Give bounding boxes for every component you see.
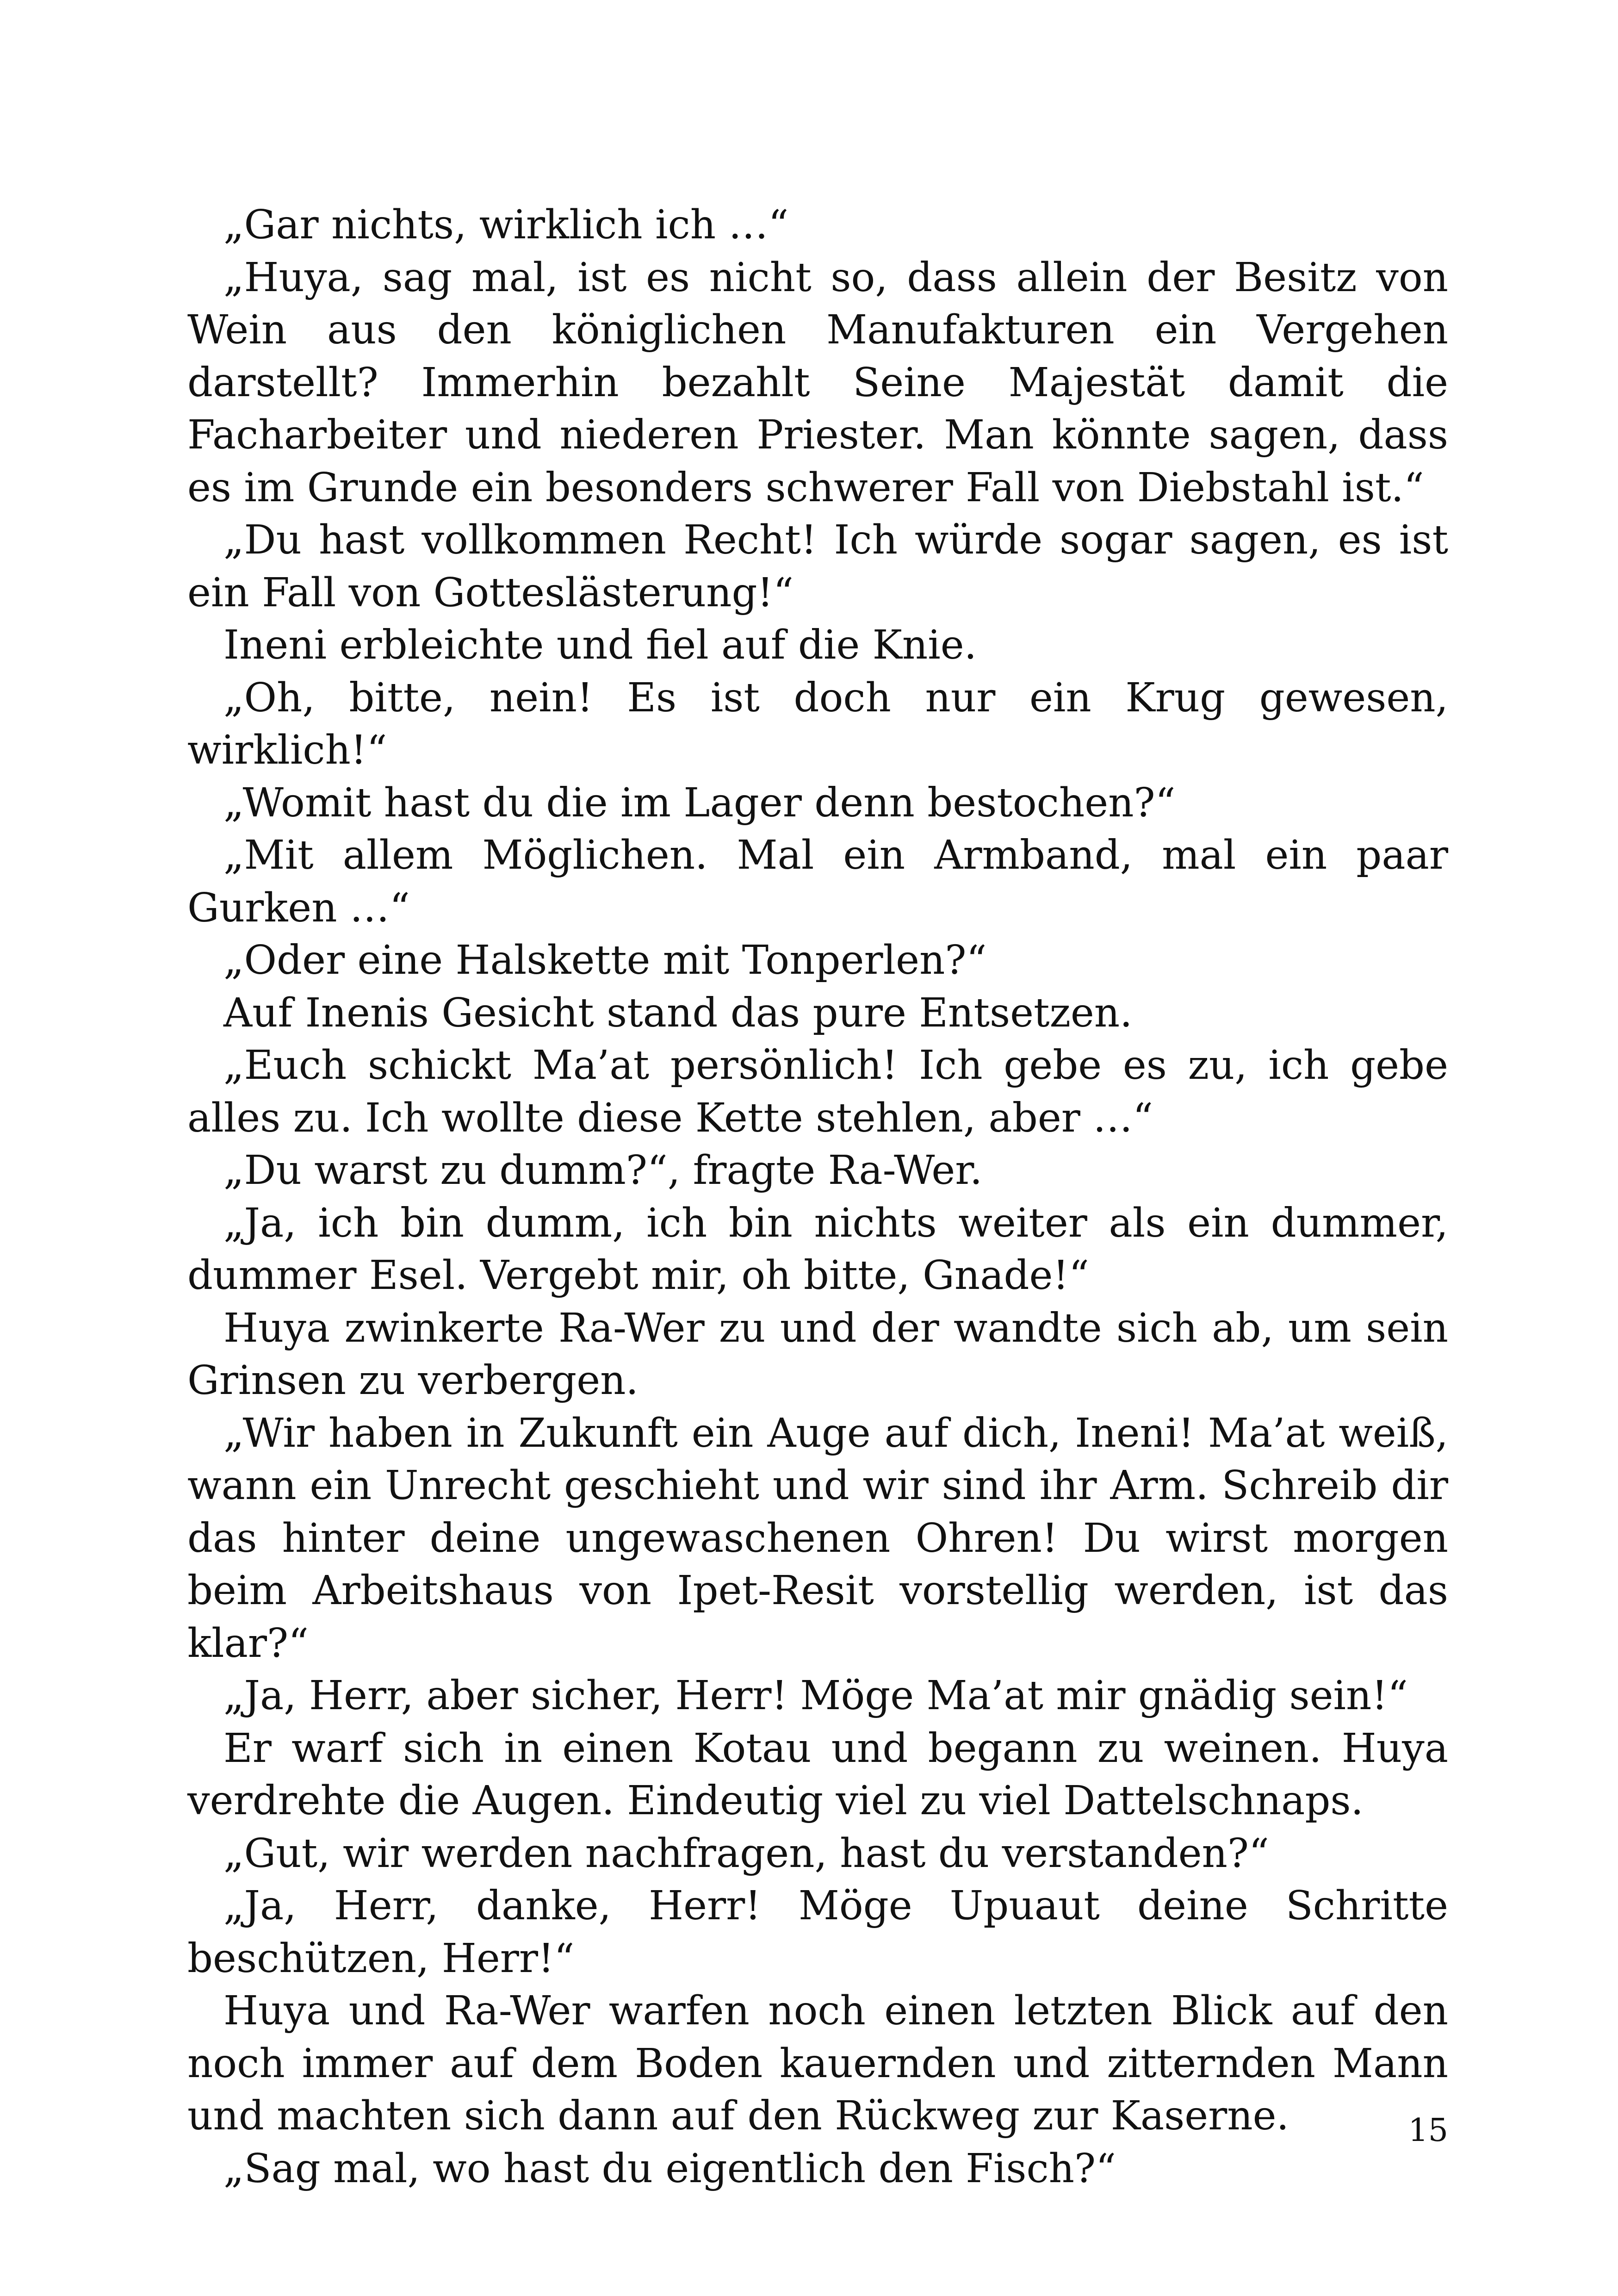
paragraph: „Oh, bitte, nein! Es ist doch nur ein Krug gewesen, wirklich!“ [187, 674, 1448, 773]
paragraph: „Ja, Herr, aber sicher, Herr! Möge Ma’at mir gnädig sein!“ [223, 1673, 1408, 1719]
paragraph: Ineni erbleichte und fiel auf die Knie. [223, 622, 977, 668]
paragraph: „Wir haben in Zukunft ein Auge auf dich, Ineni! Ma’at weiß, wann ein Unrecht geschieht und wir sind ihr Arm. Schreib dir das hinter deine ungewaschenen Ohren! Du wirst morgen beim Arbeitshaus von Ipet-Resit vorstellig werden, ist das klar?“ [187, 1410, 1448, 1667]
paragraph: „Ja, ich bin dumm, ich bin nichts weiter als ein dummer, dummer Esel. Vergebt mir, oh bitte, Gnade!“ [187, 1200, 1448, 1299]
paragraph: „Womit hast du die im Lager denn bestochen?“ [223, 779, 1176, 826]
paragraph: „Mit allem Möglichen. Mal ein Armband, mal ein paar Gurken …“ [187, 832, 1448, 931]
paragraph: Auf Inenis Gesicht stand das pure Entsetzen. [223, 989, 1133, 1036]
paragraph: Huya und Ra-Wer warfen noch einen letzten Blick auf den noch immer auf dem Boden kauernden und zitternden Mann und machten sich dann auf den Rückweg zur Kaserne. [187, 1988, 1448, 2139]
paragraph: „Gar nichts, wirklich ich …“ [223, 202, 789, 248]
page-number: 15 [1408, 2112, 1448, 2149]
paragraph: „Huya, sag mal, ist es nicht so, dass allein der Besitz von Wein aus den königlichen Manufakturen ein Vergehen darstellt? Immerhin bezahlt Seine Majestät damit die Facharbeiter und niederen Priester. Man könnte sagen, dass es im Grunde ein besonders schwerer Fall von Diebstahl ist.“ [187, 254, 1448, 511]
paragraph: Er warf sich in einen Kotau und begann zu weinen. Huya verdrehte die Augen. Eindeutig viel zu viel Dattelschnaps. [187, 1725, 1448, 1824]
paragraph: „Du warst zu dumm?“, fragte Ra-Wer. [223, 1147, 983, 1194]
paragraph: „Du hast vollkommen Recht! Ich würde sogar sagen, es ist ein Fall von Gotteslästerung!“ [187, 517, 1448, 616]
paragraph: „Oder eine Halskette mit Tonperlen?“ [223, 937, 987, 983]
paragraph: „Euch schickt Ma’at persönlich! Ich gebe es zu, ich gebe alles zu. Ich wollte diese Kette stehlen, aber …“ [187, 1042, 1448, 1141]
body-text [187, 199, 1448, 2195]
paragraph: Huya zwinkerte Ra-Wer zu und der wandte sich ab, um sein Grinsen zu verbergen. [187, 1305, 1448, 1404]
paragraph: „Sag mal, wo hast du eigentlich den Fisch?“ [223, 2145, 1116, 2192]
paragraph: „Gut, wir werden nachfragen, hast du verstanden?“ [223, 1830, 1269, 1877]
paragraph: „Ja, Herr, danke, Herr! Möge Upuaut deine Schritte beschützen, Herr!“ [187, 1883, 1448, 1982]
